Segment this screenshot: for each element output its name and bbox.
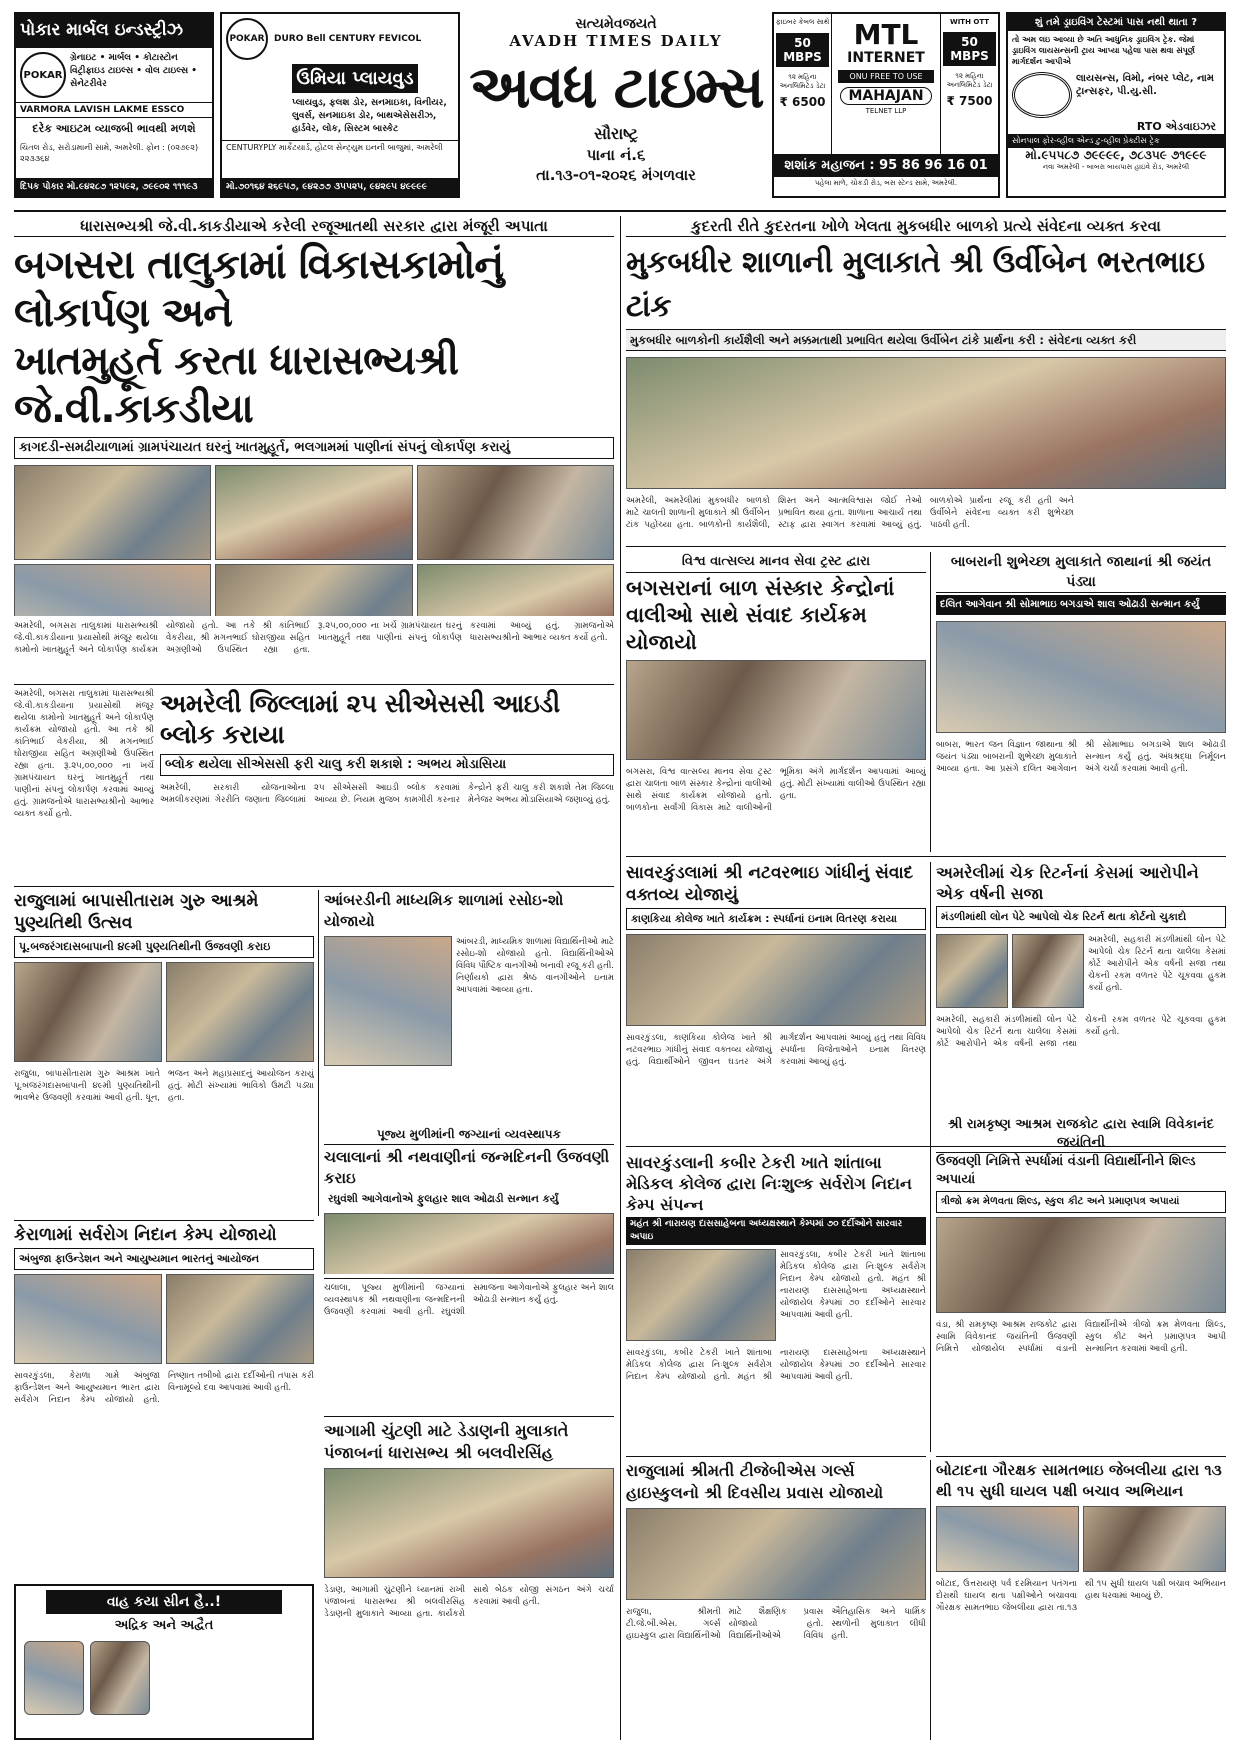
story16-body: બોટાદ, ઉત્તરાયણ પર્વ દરમિયાન પતંગના દોરાથી ઘાયલ થતા પક્ષીઓને બચાવવા ગૌરક્ષક સામતભાઇ જેબલીયા દ્વારા તા.૧૩ થી ૧૫ સુધી ઘાયલ પક્ષી બચાવ અભિયાન હાથ ધરવામાં આવ્યું છે.	[936, 1579, 1226, 1613]
rto-question: શું તમે ડ્રાઇવિંગ ટેસ્ટમાં પાસ નથી થાતા ?	[1008, 14, 1224, 31]
story13-photo	[936, 1217, 1226, 1313]
story13-body: વંડા, શ્રી રામકૃષ્ણ આશ્રમ રાજકોટ દ્વારા સ્વામિ વિવેકાનંદ જયંતિની ઉજવણી નિમિત્તે યોજાયેલ સ્પર્ધામાં વંડાની વિદ્યાર્થીનીએ ત્રીજો ક્રમ મેળવતા શિલ્ડ, સ્કુલ કીટ અને પ્રમાણપત્ર આપી સન્માનિત કરવામાં આવી હતી.	[936, 1320, 1226, 1354]
mtl-left-price: ₹ 6500	[779, 95, 826, 109]
umiya-line1: પ્લાયવુડ, ફલશ ડોર, સનમાઇકા, વિનીયર, લુવર્સ, સનમાઇકા ડોર, બાથએસેસરીઝ, હાર્ડવેર, લોક, સિસ્ટમ બાસ્કેટ	[292, 98, 447, 134]
story6-headline: સાવરકુંડલામાં શ્રી નટવરભાઇ ગાંધીનું સંવાદ વક્તવ્ય યોજાયું	[626, 863, 914, 905]
story12-body: સાવરકુંડલા, કબીર ટેકરી ખાતે શાંતાબા મેડિકલ કોલેજ દ્વારા નિઃશુલ્ક સર્વરોગ નિદાન કેમ્પ યોજાયો હતો. મહંત શ્રી નારાયણ દાસસાહેબના અધ્યક્ષસ્થાને યોજાયેલ કેમ્પમાં ૭૦ દર્દીઓને સારવાર આપવામાં આવી હતી.	[626, 1348, 926, 1382]
promo-photo-1	[24, 1641, 84, 1715]
story11-headline: કેરાળામાં સર્વરોગ નિદાન કેમ્પ યોજાયો	[14, 1225, 277, 1245]
mtl-right-speed: 50 MBPS	[943, 32, 996, 66]
pokar-footer: દિપક પોકાર મો.૯૪૨૮૭ ૧૨૫૯૨, ૭૯૯૦૨ ૧૧૧૯૩	[16, 178, 212, 196]
promo-photo-2	[90, 1641, 150, 1715]
story-chalala-birthday	[324, 1124, 614, 1274]
story8-subhead: પૂ.બજરંગદાસબાપાની ૪૯મી પુણ્યતિથીની ઉજવણી કરાઇ	[14, 936, 314, 958]
story1-photo-4	[14, 564, 211, 616]
story-vivekanand-shield	[936, 1116, 1226, 1456]
story-kerala-camp	[14, 1224, 314, 1578]
masthead-motto: સત્યમેવજયતે	[575, 16, 657, 32]
masthead-edition: સૌરાષ્ટ્ર	[593, 124, 639, 143]
story2-body: અમરેલી, અમરેલીમાં મુકબધીર બાળકો માટે ચાલતી શાળાની મુલાકાતે શ્રી ઉર્વીબેન ટાંક પહોંચ્યા હતા. બાળકોની કાર્યશૈલી, શિસ્ત અને આત્મવિશ્વાસ જોઈ તેઓ પ્રભાવિત થયા હતા. શાળાના આચાર્ય તથા સ્ટાફ દ્વારા સ્વાગત કરવામાં આવ્યું હતું. બાળકોએ પ્રાર્થના રજૂ કરી હતી અને ઉર્વીબેને સંવેદના વ્યક્ત કરી શુભેચ્છા પાઠવી હતી.	[626, 496, 1074, 530]
pokar-brands: VARMORA LAVISH LAKME ESSCO	[16, 102, 212, 118]
story-deaf-school-visit	[626, 216, 1226, 546]
pokar-line3: દરેક આઇટમ વ્યાજબી ભાવથી મળશે	[32, 122, 196, 135]
story-kabir-tekri-camp	[626, 1152, 926, 1452]
story14-body: ડેડાણ, આગામી ચુંટણીને ધ્યાનમાં રાખી પંજાબનાં ધારાસભ્ય શ્રી બલવીરસિંહ ડેડાણની મુલાકાતે આવ્યા હતા. કાર્યકરો સાથે બેઠક યોજી સંગઠન અંગે ચર્ચા કરવામાં આવી હતી.	[324, 1585, 614, 1619]
story8-body: રાજુલા, બાપાસીતારામ ગુરુ આશ્રમ ખાતે પૂ.બજરંગદાસબાપાની ૪૯મી પુણ્યતિથીની ભાવભેર ઉજવણી કરવામાં આવી હતી. ધૂન, ભજન અને મહાપ્રસાદનું આયોજન કરાયું હતું. મોટી સંખ્યામાં ભાવિકો ઉમટી પડ્યા હતા.	[14, 1069, 314, 1103]
story10-subhead: રઘુવંશી આગેવાનોએ ફુલહાર શાલ ઓઢાડી સન્માન કર્યું	[328, 1193, 559, 1205]
story7-body-top: અમરેલી, સહકારી મંડળીમાંથી લોન પેટે આપેલો ચેક રિટર્ન થતા ચાલેલા કેસમાં કોર્ટે આરોપીને એક વર્ષની સજા તથા ચેકની રકમ વળતર પેટે ચૂકવવા હુકમ કર્યો હતો.	[1088, 935, 1226, 993]
promo-box	[14, 1584, 314, 1740]
rto-address: નવા અમરેલી - બાબરા બાયપાસ હાઇવે રોડ, અમરેલી	[1042, 163, 1190, 171]
story10-kicker: પૂજ્ય મુળીમાંની જગ્યાનાં વ્યવસ્થાપક	[324, 1124, 614, 1145]
pokar-ad-title: પોકાર માર્બલ ઇન્ડસ્ટ્રીઝ	[16, 14, 212, 48]
steering-icon	[1012, 72, 1072, 118]
story3-photo	[626, 660, 926, 760]
story6-photo	[626, 934, 926, 1026]
story2-headline: મુકબધીર શાળાની મુલાકાતે શ્રી ઉર્વીબેન ભરતભાઇ ટાંક	[626, 245, 1205, 324]
umiya-footer: મો.૭૦૧૬૪ ૨૬૯૫૭, ૯૪૨૭૭ ૩૫૫૨૫, ૯૪૨૯૫ ૪૯૯૯૯	[222, 178, 458, 196]
story-cooking-show	[324, 890, 614, 1120]
masthead-date: તા.૧૩-૦૧-૨૦૨૬ મંગળવાર	[536, 166, 696, 184]
story7-photo-2	[1012, 934, 1084, 1008]
masthead-page: પાના નં.૬	[586, 146, 646, 164]
story10-headline: ચલાલાનાં શ્રી નથવાણીનાં જન્મદિનની ઉજવણી કરાઇ	[324, 1148, 610, 1187]
story5-subhead: બ્લોક થયેલા સીએસસી ફરી ચાલુ કરી શકાશે : અભય મોડાસિયા	[160, 754, 614, 776]
mtl-brand2: INTERNET	[847, 50, 925, 66]
story10-photo	[324, 1213, 614, 1274]
story15-photo	[626, 1508, 926, 1600]
story7-headline: અમરેલીમાં ચેક રિટર્નનાં કેસમાં આરોપીને એક વર્ષની સજા	[936, 863, 1199, 903]
umiya-brands: DURO Bell CENTURY FEVICOL	[274, 34, 422, 44]
story13-subhead: ત્રીજો ક્રમ મેળવતા શિલ્ડ, સ્કુલ કીટ અને પ્રમાણપત્ર અપાયાં	[936, 1191, 1226, 1213]
story5-headline: અમરેલી જિલ્લામાં ૨૫ સીએસસી આઇડી બ્લોક કરાયા	[160, 689, 560, 749]
story-rajula-ashram	[14, 890, 314, 1216]
story12-photo	[626, 1249, 776, 1341]
story15-headline: રાજુલામાં શ્રીમતી ટીજેબીએસ ગર્લ્સ હાઇસ્કુલનો શ્રી દિવસીય પ્રવાસ યોજાયો	[626, 1461, 884, 1502]
story8-photo-2	[166, 962, 314, 1062]
story-bal-sanskar	[626, 552, 926, 852]
pokar-line1: ગ્રેનાઇટ • માર્બલ • કોટાસ્ટોન	[70, 53, 178, 63]
story-cheque-return	[936, 862, 1226, 1112]
mtl-left-speed: 50 MBPS	[776, 33, 829, 67]
story-punjab-mla-visit	[324, 1420, 614, 1740]
umiya-logo: POKAR	[226, 18, 268, 60]
story2-kicker: કુદરતી રીતે કુદરતના ખોળે ખેલતા મુકબધીર બાળકો પ્રત્યે સંવેદના વ્યક્ત કરવા	[626, 216, 1226, 237]
rto-driving-ad	[1006, 12, 1226, 198]
mtl-right-note: ૧૨ મહિના અનલિમિટેડ ડેટા	[946, 72, 993, 89]
story4-kicker: બાબરાની શુભેચ્છા મુલાકાતે જાથાનાં શ્રી જયંત પંડ્યા	[936, 552, 1226, 593]
rto-line: સોનપાલ ફોર-વ્હીલ એન્ડ ટુ-વ્હીલ પ્રેક્ટીસ ટ્રેક	[1008, 134, 1224, 148]
story12-body-top: સાવરકુંડલા, કબીર ટેકરી ખાતે શાંતાબા મેડિકલ કોલેજ દ્વારા નિઃશુલ્ક સર્વરોગ નિદાન કેમ્પ યોજાયો હતો. મહંત શ્રી નારાયણ દાસસાહેબના અધ્યક્ષસ્થાને યોજાયેલ કેમ્પમાં ૭૦ દર્દીઓને સારવાર આપવામાં આવી હતી.	[780, 1250, 926, 1320]
mtl-free: ONU FREE TO USE	[838, 70, 934, 83]
promo-sub: અદ્રિક અને અદ્વૈત	[114, 1618, 214, 1633]
mtl-contact: શશાંક મહાજન : 95 86 96 16 01	[774, 154, 998, 177]
story-bagasara-development	[14, 216, 614, 616]
story14-photo	[324, 1468, 614, 1578]
rto-phone: મો.૯૫૫૮૭ ૭૯૯૯૯, ૭૮૩૫૯ ૭૧૯૯૯	[1025, 148, 1207, 162]
story11-photo-1	[14, 1274, 162, 1364]
umiya-line2: CENTURYPLY માર્કેટયાર્ડ, હોટલ સેન્ટ્યુમ ઇનની બાજુમાં, અમરેલી	[222, 140, 458, 155]
story-savarkundla-lecture	[626, 862, 926, 1142]
rto-badge: RTO એડવાઇઝર	[1136, 120, 1216, 133]
story6-subhead: કાણકિયા કોલેજ ખાતે કાર્યક્રમ : સ્પર્ધાનાં ઇનામ વિતરણ કરાયા	[626, 908, 926, 930]
story11-photo-2	[166, 1274, 314, 1364]
mtl-left-note: ૧૨ મહિના અનલિમિટેડ ડેટા	[779, 73, 826, 90]
story9-photo	[324, 936, 452, 1066]
mtl-right-top: WITH OTT	[949, 18, 990, 26]
story13-kicker: શ્રી રામકૃષ્ણ આશ્રમ રાજકોટ દ્વારા સ્વામિ વિવેકાનંદ જયંતિની	[936, 1116, 1226, 1153]
story14-headline: આગામી ચુંટણી માટે ડેડાણની મુલાકાતે પંજાબનાં ધારાસભ્ય શ્રી બલવીરસિંહ	[324, 1421, 569, 1462]
story10-body: ચલાલા, પૂજ્ય મુળીમાંની જગ્યાનાં વ્યવસ્થાપક શ્રી નથવાણીના જન્મદિનની ઉજવણી કરવામાં આવી હતી. રઘુવંશી સમાજના આગેવાનોએ ફુલહાર અને શાલ ઓઢાડી સન્માન કર્યું હતું.	[324, 1283, 614, 1317]
pokar-line2: વિટ્રીફાઇડ ટાઇલ્સ • વોલ ટાઇલ્સ • સેનેટરીવેર	[70, 66, 198, 89]
masthead-title-gu: અવધ ટાઇમ્સ	[469, 53, 763, 121]
story11-subhead: અંબુજા ફાઉન્ડેશન અને આયુષ્યમાન ભારતનું આયોજન	[14, 1248, 314, 1270]
pokar-marble-ad	[14, 12, 214, 198]
story1-photo-3	[417, 465, 614, 560]
story1-photo-1	[14, 465, 211, 560]
story3-kicker: વિશ્વ વાત્સલ્ય માનવ સેવા ટ્રસ્ટ દ્વારા	[626, 552, 926, 573]
story1-kicker: ધારાસભ્યશ્રી જે.વી.કાકડીયાએ કરેલી રજૂઆતથી સરકાર દ્વારા મંજૂરી અપાતા	[14, 216, 614, 237]
story13-headline: ઉજવણી નિમિત્તે સ્પર્ધામાં વંડાની વિદ્યાર્થીનીને શિલ્ડ અપાયાં	[936, 1154, 1196, 1187]
story-bird-rescue	[936, 1460, 1226, 1740]
story12-subhead: મહંત શ્રી નારાયણ દાસસાહેબના અધ્યક્ષસ્થાને કેમ્પમાં ૭૦ દર્દીઓને સારવાર અપાઇ	[626, 1217, 926, 1245]
story1-headline-2: ખાતમુહૂર્ત કરતા ધારાસભ્યશ્રી જે.વી.કાકડીયા	[14, 338, 459, 432]
story16-headline: બોટાદના ગૌરક્ષક સામતભાઇ જેબલીયા દ્વારા ૧૩ થી ૧૫ સુધી ઘાયલ પક્ષી બચાવ અભિયાન	[936, 1461, 1222, 1500]
story7-photo-1	[936, 934, 1008, 1008]
mtl-address: પહેલા માળે, ચોકડી રોડ, બસ સ્ટેન્ડ સામે, અમરેલી.	[814, 179, 958, 187]
story7-body: અમરેલી, સહકારી મંડળીમાંથી લોન પેટે આપેલો ચેક રિટર્ન થતા ચાલેલા કેસમાં કોર્ટે આરોપીને એક વર્ષની સજા તથા ચેકની રકમ વળતર પેટે ચૂકવવા હુકમ કર્યો હતો.	[936, 1015, 1226, 1049]
pokar-logo: POKAR	[20, 52, 66, 98]
story8-headline: રાજુલામાં બાપાસીતારામ ગુરુ આશ્રમે પુણ્યતિથી ઉત્સવ	[14, 891, 259, 933]
story11-body: સાવરકુંડલા, કેરાળા ગામે અંબુજા ફાઉન્ડેશન અને આયુષ્યમાન ભારત દ્વારા સર્વરોગ નિદાન કેમ્પ યોજાયો હતો. નિષ્ણાત તબીબો દ્વારા દર્દીઓની તપાસ કરી વિનામૂલ્યે દવા આપવામાં આવી હતી.	[14, 1371, 314, 1405]
story1-headline-1: બગસરા તાલુકામાં વિકાસકામોનું લોકાર્પણ અને	[14, 242, 504, 336]
story3-body: બગસરા, વિશ્વ વાત્સલ્ય માનવ સેવા ટ્રસ્ટ દ્વારા ચાલતા બાળ સંસ્કાર કેન્દ્રોનાં વાલીઓ સાથે સંવાદ કાર્યક્રમ યોજાયો હતો. બાળકોના સર્વાંગી વિકાસ માટે વાલીઓની ભૂમિકા અંગે માર્ગદર્શન આપવામાં આવ્યું હતું. મોટી સંખ્યામાં વાલીઓ ઉપસ્થિત રહ્યા હતા.	[626, 767, 926, 813]
story1-body: અમરેલી, બગસરા તાલુકામાં ધારાસભ્યશ્રી જે.વી.કાકડીયાના પ્રયાસોથી મંજૂર થયેલા કામોનો ખાતમુહૂર્ત અને લોકાર્પણ કાર્યક્રમ યોજાયો હતો. આ તકે શ્રી કાંતિભાઈ વેકરીયા, શ્રી મગનભાઈ ઘોરાજીયા સહિત અગ્રણીઓ ઉપસ્થિત રહ્યા હતા. રૂ.૨૫,૦૦,૦૦૦ ના ખર્ચે ગ્રામપંચાયત ઘરનું ખાતમુહૂર્ત તથા પાણીનાં સંપનું લોકાર્પણ કરવામાં આવ્યું હતું. ગ્રામજનોએ ધારાસભ્યશ્રીનો આભાર વ્યક્ત કર્યો હતો.	[14, 621, 614, 655]
rto-list: લાયસન્સ, વિમો, નંબર પ્લેટ, નામ ટ્રાન્સફર, પી.યુ.સી.	[1076, 73, 1214, 97]
story6-body: સાવરકુંડલા, કાણકિયા કોલેજ ખાતે શ્રી નટવરભાઇ ગાંધીનું સંવાદ વક્તવ્ય યોજાયું હતું. વિદ્યાર્થીઓને જીવન ઘડતર અંગે માર્ગદર્શન આપવામાં આવ્યું હતું તથા વિવિધ સ્પર્ધાના વિજેતાઓને ઇનામ વિતરણ કરવામાં આવ્યું હતું.	[626, 1033, 926, 1067]
mtl-right-price: ₹ 7500	[946, 94, 993, 108]
mtl-brand4: TELNET LLP	[865, 107, 907, 115]
story9-body: આંબરડી, માધ્યમિક શાળામાં વિદ્યાર્થિનીઓ માટે રસોઇ-શો યોજાયો હતો. વિદ્યાર્થિનીઓએ વિવિધ પૌષ્ટિક વાનગીઓ બનાવી રજૂ કરી હતી. નિર્ણાયકો દ્વારા શ્રેષ્ઠ વાનગીઓને ઇનામ આપવામાં આવ્યા હતા.	[456, 937, 614, 995]
story7-subhead: મંડળીમાંથી લોન પેટે આપેલો ચેક રિટર્ન થતા કોર્ટનો ચુકાદો	[936, 906, 1226, 928]
story1-subhead: કાગદડી-સમઢીયાળામાં ગ્રામપંચાયત ઘરનું ખાતમુહૂર્ત, ભલગામમાં પાણીનાં સંપનું લોકાર્પણ કરાયું	[14, 437, 614, 459]
story1-body-continued: અમરેલી, બગસરા તાલુકામાં ધારાસભ્યશ્રી જે.વી.કાકડીયાના પ્રયાસોથી મંજૂર થયેલા કામોનો ખાતમુહૂર્ત અને લોકાર્પણ કાર્યક્રમ યોજાયો હતો. આ તકે શ્રી કાંતિભાઈ વેકરીયા, શ્રી મગનભાઈ ઘોરાજીયા સહિત અગ્રણીઓ ઉપસ્થિત રહ્યા હતા. રૂ.૨૫,૦૦,૦૦૦ ના ખર્ચે ગ્રામપંચાયત ઘરનું ખાતમુહૂર્ત તથા પાણીનાં સંપનું લોકાર્પણ કરવામાં આવ્યું હતું. ગ્રામજનોએ ધારાસભ્યશ્રીનો આભાર વ્યક્ત કર્યો હતો.	[14, 689, 154, 819]
story8-photo-1	[14, 962, 162, 1062]
story9-headline: આંબરડીની માધ્યમિક શાળામાં રસોઇ-શો યોજાયો	[324, 891, 564, 930]
story-csc-blocked	[160, 688, 614, 884]
story2-subhead: મુકબધીર બાળકોની કાર્યશૈલી અને મક્કમતાથી પ્રભાવિત થયેલા ઉર્વીબેન ટાંકે પ્રાર્થના કરી : સંવેદના વ્યક્ત કરી	[626, 329, 1226, 351]
mtl-brand1: MTL	[853, 18, 919, 51]
rto-body: તો અમ લઇ આવ્યા છે અતિ આધુનિક ડ્રાઇવિંગ ટ્રેક. જેમાં ડ્રાઇવિંગ લાયસન્સની ટ્રાય આપ્યા પહેલા પાસ થવા સંપૂર્ણ માર્ગદર્શન આપીએ	[1012, 35, 1195, 66]
umiya-title: ઉમિયા પ્લાયવુડ	[292, 64, 418, 93]
masthead-title-en: AVADH TIMES DAILY	[509, 32, 723, 50]
story16-photo-2	[1083, 1506, 1226, 1572]
promo-title: વાહ કયા સીન હૈ..!	[46, 1590, 282, 1614]
story2-photo	[626, 357, 1226, 489]
story4-photo	[936, 621, 1226, 733]
pokar-line4: ચિતલ રોડ, સરોડામાની સામે, અમરેલી. ફોન : (૦૨૭૯૨) ૨૨૩૩૬૪	[20, 143, 199, 163]
story1-photo-6	[417, 564, 614, 616]
story5-body: અમરેલી, સરકારી યોજનાઓના અમલીકરણમાં ગેરરીતિ જણાતા જિલ્લામાં ૨૫ સીએસસી આઇડી બ્લોક કરવામાં આવ્યા છે. નિયમ મુજબ કામગીરી કરનાર કેન્દ્રોને ફરી ચાલુ કરી શકાશે તેમ જિલ્લા મેનેજર અભય મોડાસિયાએ જણાવ્યું હતું.	[160, 783, 614, 805]
umiya-plywood-ad	[220, 12, 460, 198]
story-babra-visit	[936, 552, 1226, 852]
masthead	[466, 12, 766, 198]
mtl-left-top: ફાઇબર કેબલ સાથે	[775, 18, 830, 26]
story3-headline: બગસરાનાં બાળ સંસ્કાર કેન્દ્રોનાં વાલીઓ સાથે સંવાદ કાર્યક્રમ યોજાયો	[626, 576, 895, 654]
story4-subhead: દલિત આગેવાન શ્રી સોમાભાઇ બગડાએ શાલ ઓઢાડી સન્માન કર્યું	[936, 595, 1226, 615]
story1-photo-5	[215, 564, 412, 616]
story15-body: રાજુલા, શ્રીમતી ટી.જે.બી.એસ. ગર્લ્સ હાઇસ્કુલ દ્વારા વિદ્યાર્થિનીઓ માટે શૈક્ષણિક પ્રવાસ યોજાયો હતો. વિદ્યાર્થિનીઓએ વિવિધ ઐતિહાસિક અને ધાર્મિક સ્થળોની મુલાકાત લીધી હતી.	[626, 1607, 926, 1641]
mtl-internet-ad	[772, 12, 1000, 198]
story12-headline: સાવરકુંડલાની કબીર ટેકરી ખાતે શાંતાબા મેડિકલ કોલેજ દ્વારા નિઃશુલ્ક સર્વરોગ નિદાન કેમ્પ સંપન્ન	[626, 1153, 912, 1214]
story-girls-school-trip	[626, 1460, 926, 1740]
story4-body: બાબરા, ભારત જન વિજ્ઞાન જાથાના શ્રી જયંત પંડ્યા બાબરાની શુભેચ્છા મુલાકાતે આવ્યા હતા. આ પ્રસંગે દલિત આગેવાન શ્રી સોમાભાઇ બગડાએ શાલ ઓઢાડી સન્માન કર્યું હતું. અંધશ્રદ્ધા નિર્મૂલન અંગે ચર્ચા કરવામાં આવી હતી.	[936, 740, 1226, 774]
mtl-brand3: MAHAJAN	[840, 87, 932, 105]
story1-photo-2	[215, 465, 412, 560]
story16-photo-1	[936, 1506, 1079, 1572]
